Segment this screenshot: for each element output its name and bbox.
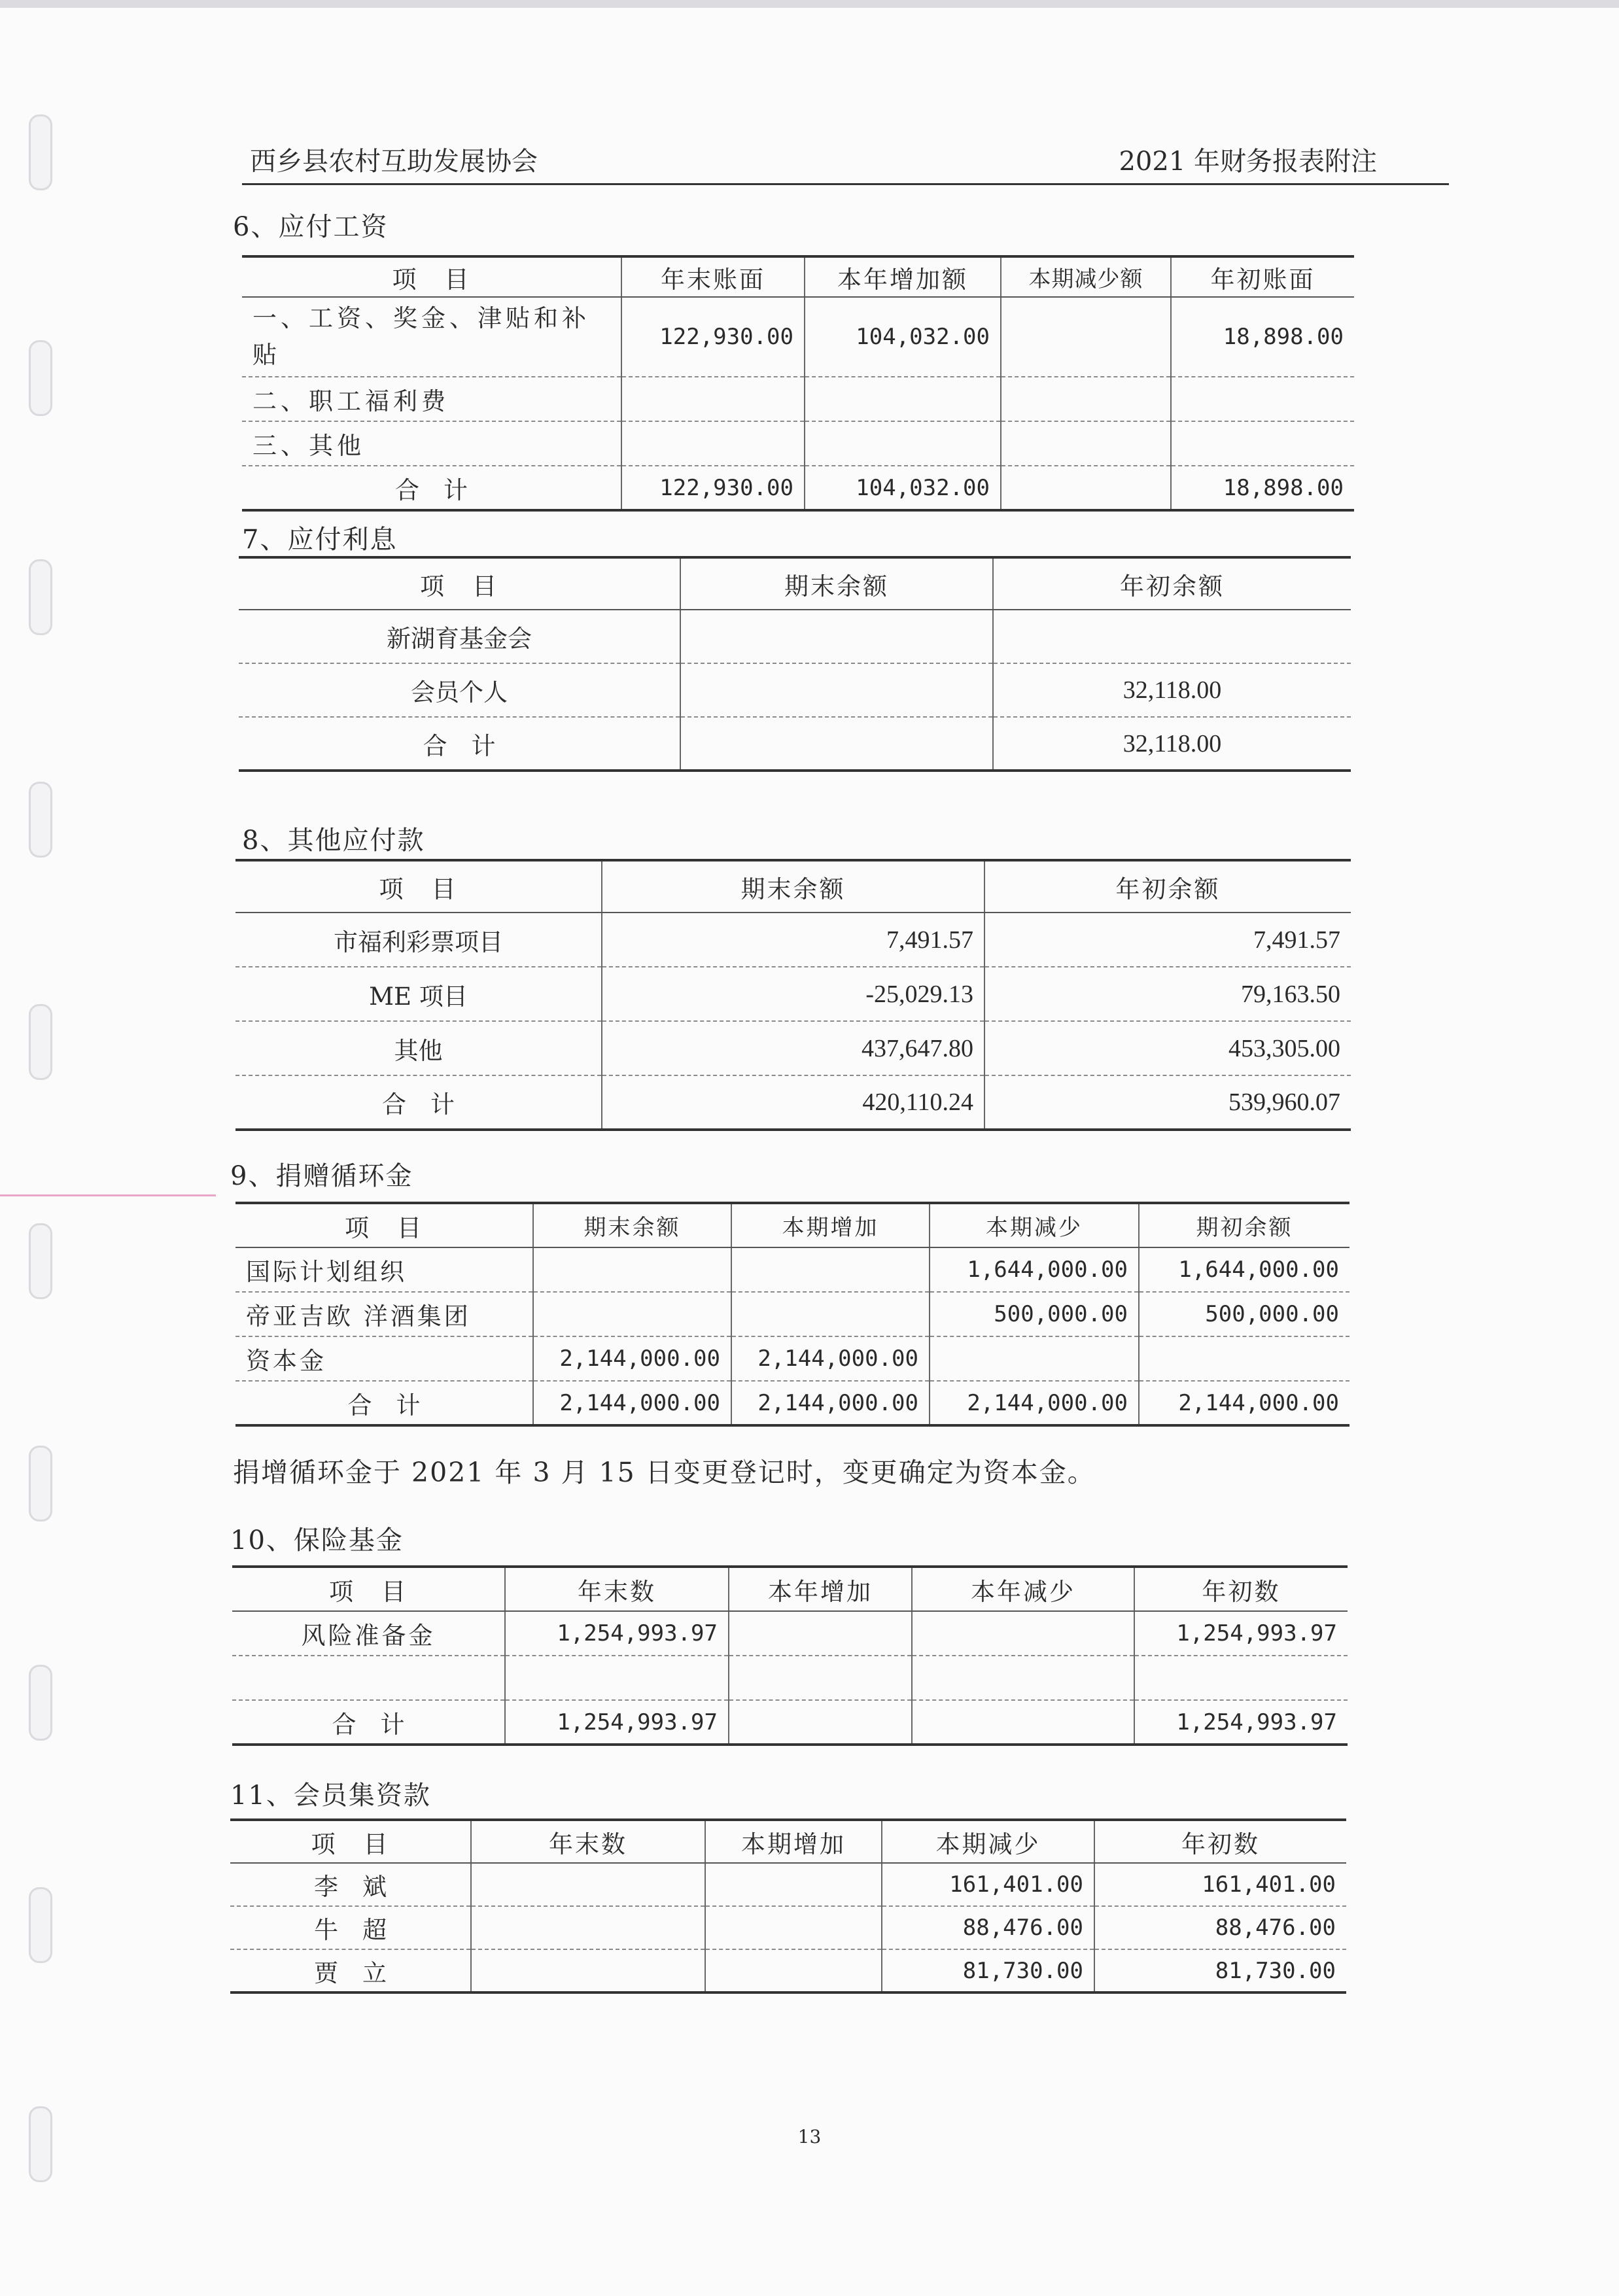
value-cell: 7,491.57	[984, 913, 1351, 967]
value-cell	[731, 1247, 930, 1292]
value-cell	[1001, 466, 1171, 510]
table-header-row	[235, 1203, 1349, 1247]
value-cell	[805, 421, 1001, 466]
organization-name: 西乡县农村互助发展协会	[250, 147, 538, 177]
value-cell: 2,144,000.00	[533, 1381, 731, 1425]
section-title-6: 6、应付工资	[233, 212, 389, 242]
column-header: 本期增加	[731, 1203, 930, 1247]
value-cell	[1139, 1336, 1349, 1381]
column-header: 期初余额	[1139, 1203, 1349, 1247]
column-header: 年初余额	[984, 860, 1351, 913]
column-header: 项 目	[235, 860, 602, 913]
table-header-row	[232, 1567, 1348, 1611]
column-header: 期末余额	[680, 557, 993, 610]
column-header: 本年减少	[912, 1567, 1134, 1611]
table-donation-revolving-fund	[235, 1202, 1349, 1427]
value-cell: 2,144,000.00	[1139, 1381, 1349, 1425]
column-header: 年末数	[471, 1820, 705, 1863]
value-cell	[729, 1611, 912, 1656]
value-cell	[731, 1292, 930, 1336]
value-cell: 500,000.00	[1139, 1292, 1349, 1336]
value-cell: 122,930.00	[621, 297, 805, 377]
value-cell: 453,305.00	[984, 1021, 1351, 1075]
value-cell	[680, 663, 993, 717]
value-cell	[621, 377, 805, 421]
total-row	[232, 1700, 1348, 1745]
table-other-payables	[235, 859, 1351, 1131]
column-header: 本期减少	[882, 1820, 1094, 1863]
value-cell: 81,730.00	[1094, 1949, 1346, 1992]
item-cell: 其他	[235, 1021, 602, 1075]
value-cell: 2,144,000.00	[731, 1336, 930, 1381]
table-member-fundraising	[230, 1818, 1346, 1994]
value-cell: 81,730.00	[882, 1949, 1094, 1992]
member-name-cell: 贾 立	[230, 1949, 471, 1992]
table-header-row	[239, 557, 1351, 610]
value-cell: 32,118.00	[993, 663, 1351, 717]
value-cell	[729, 1700, 912, 1745]
table-insurance-fund	[232, 1565, 1348, 1746]
value-cell: 161,401.00	[882, 1863, 1094, 1906]
page-number: 13	[797, 2126, 822, 2148]
value-cell	[533, 1247, 731, 1292]
section-title-8: 8、其他应付款	[242, 826, 425, 856]
column-header: 项 目	[239, 557, 680, 610]
value-cell: 2,144,000.00	[930, 1381, 1139, 1425]
binder-hole	[29, 1004, 52, 1080]
column-header: 本年增加	[729, 1567, 912, 1611]
binder-hole	[29, 782, 52, 858]
value-cell: 1,254,993.97	[505, 1700, 729, 1745]
binder-hole	[29, 114, 52, 190]
value-cell	[533, 1292, 731, 1336]
document-title: 2021 年财务报表附注	[1119, 147, 1377, 177]
member-name-cell: 李 斌	[230, 1863, 471, 1906]
item-cell: 一、工资、奖金、津贴和补贴	[242, 297, 621, 377]
table-row	[242, 297, 1354, 377]
donation-fund-note: 捐增循环金于 2021 年 3 月 15 日变更登记时，变更确定为资本金。	[233, 1457, 1096, 1488]
value-cell	[805, 377, 1001, 421]
column-header: 年初数	[1094, 1820, 1346, 1863]
value-cell	[705, 1949, 882, 1992]
value-cell: 161,401.00	[1094, 1863, 1346, 1906]
item-cell	[232, 1656, 505, 1700]
value-cell: 88,476.00	[1094, 1906, 1346, 1949]
table-row	[230, 1863, 1346, 1906]
table-row	[232, 1656, 1348, 1700]
value-cell: 2,144,000.00	[533, 1336, 731, 1381]
value-cell	[1001, 377, 1171, 421]
binder-hole	[29, 340, 52, 416]
table-row	[235, 1292, 1349, 1336]
column-header: 年初数	[1134, 1567, 1348, 1611]
value-cell	[621, 421, 805, 466]
value-cell: 1,254,993.97	[505, 1611, 729, 1656]
value-cell	[912, 1611, 1134, 1656]
item-cell: 资本金	[235, 1336, 533, 1381]
value-cell: 79,163.50	[984, 967, 1351, 1021]
value-cell	[930, 1336, 1139, 1381]
table-header-row	[230, 1820, 1346, 1863]
table-header-row	[242, 256, 1354, 297]
item-cell: 帝亚吉欧 洋酒集团	[235, 1292, 533, 1336]
item-cell: 会员个人	[239, 663, 680, 717]
value-cell: 1,254,993.97	[1134, 1700, 1348, 1745]
table-wages-payable	[242, 255, 1354, 512]
value-cell	[912, 1656, 1134, 1700]
value-cell: 18,898.00	[1171, 466, 1354, 510]
value-cell	[471, 1949, 705, 1992]
value-cell	[705, 1863, 882, 1906]
value-cell: 32,118.00	[993, 717, 1351, 771]
section-title-7: 7、应付利息	[242, 525, 398, 555]
item-cell: 市福利彩票项目	[235, 913, 602, 967]
binder-hole	[29, 1887, 52, 1963]
item-cell: 二、职工福利费	[242, 377, 621, 421]
section-title-9: 9、捐赠循环金	[230, 1161, 413, 1191]
binder-hole	[29, 559, 52, 635]
column-header: 本期减少额	[1001, 256, 1171, 297]
column-header: 本期减少	[930, 1203, 1139, 1247]
table-header-row	[235, 860, 1351, 913]
value-cell	[993, 610, 1351, 663]
item-cell: 风险准备金	[232, 1611, 505, 1656]
column-header: 本年增加额	[805, 256, 1001, 297]
value-cell: 104,032.00	[805, 466, 1001, 510]
value-cell: 437,647.80	[602, 1021, 984, 1075]
binder-hole	[29, 1665, 52, 1741]
item-cell: 三、其他	[242, 421, 621, 466]
table-row	[232, 1611, 1348, 1656]
section-title-10: 10、保险基金	[230, 1525, 404, 1556]
value-cell	[471, 1906, 705, 1949]
column-header: 项 目	[230, 1820, 471, 1863]
column-header: 项 目	[242, 256, 621, 297]
value-cell: 500,000.00	[930, 1292, 1139, 1336]
table-interest-payable	[239, 556, 1351, 772]
value-cell	[1171, 421, 1354, 466]
table-row	[239, 663, 1351, 717]
item-cell: ME 项目	[235, 967, 602, 1021]
binder-hole	[29, 1446, 52, 1522]
value-cell	[505, 1656, 729, 1700]
total-row	[242, 466, 1354, 510]
total-row	[239, 717, 1351, 771]
table-row	[235, 1021, 1351, 1075]
value-cell: 104,032.00	[805, 297, 1001, 377]
column-header: 期末余额	[533, 1203, 731, 1247]
value-cell: 539,960.07	[984, 1075, 1351, 1130]
total-label: 合 计	[235, 1075, 602, 1130]
value-cell	[729, 1656, 912, 1700]
column-header: 年末数	[505, 1567, 729, 1611]
binder-hole	[29, 1223, 52, 1299]
table-row	[239, 610, 1351, 663]
value-cell	[912, 1700, 1134, 1745]
value-cell	[680, 717, 993, 771]
page-header	[242, 143, 1449, 185]
value-cell: 1,644,000.00	[1139, 1247, 1349, 1292]
section-title-11: 11、会员集资款	[230, 1781, 431, 1811]
column-header: 本期增加	[705, 1820, 882, 1863]
table-row	[230, 1949, 1346, 1992]
value-cell	[1134, 1656, 1348, 1700]
value-cell	[680, 610, 993, 663]
column-header: 年初余额	[993, 557, 1351, 610]
table-row	[242, 377, 1354, 421]
column-header: 年初账面	[1171, 256, 1354, 297]
table-row	[235, 1336, 1349, 1381]
table-row	[235, 1247, 1349, 1292]
item-cell: 国际计划组织	[235, 1247, 533, 1292]
value-cell: 420,110.24	[602, 1075, 984, 1130]
value-cell: 7,491.57	[602, 913, 984, 967]
value-cell: -25,029.13	[602, 967, 984, 1021]
item-cell: 新湖育基金会	[239, 610, 680, 663]
total-row	[235, 1381, 1349, 1425]
value-cell: 88,476.00	[882, 1906, 1094, 1949]
value-cell: 1,254,993.97	[1134, 1611, 1348, 1656]
value-cell: 2,144,000.00	[731, 1381, 930, 1425]
table-row	[235, 967, 1351, 1021]
column-header: 年末账面	[621, 256, 805, 297]
pink-scan-mark	[0, 1194, 216, 1196]
value-cell: 18,898.00	[1171, 297, 1354, 377]
total-row	[235, 1075, 1351, 1130]
total-label: 合 计	[239, 717, 680, 771]
table-row	[235, 913, 1351, 967]
total-label: 合 计	[232, 1700, 505, 1745]
total-label: 合 计	[235, 1381, 533, 1425]
value-cell	[471, 1863, 705, 1906]
column-header: 项 目	[235, 1203, 533, 1247]
value-cell: 122,930.00	[621, 466, 805, 510]
value-cell	[1001, 421, 1171, 466]
value-cell	[705, 1906, 882, 1949]
table-row	[242, 421, 1354, 466]
column-header: 期末余额	[602, 860, 984, 913]
total-label: 合 计	[242, 466, 621, 510]
column-header: 项 目	[232, 1567, 505, 1611]
member-name-cell: 牛 超	[230, 1906, 471, 1949]
value-cell: 1,644,000.00	[930, 1247, 1139, 1292]
value-cell	[1001, 297, 1171, 377]
value-cell	[1171, 377, 1354, 421]
scan-edge	[0, 0, 1619, 8]
table-row	[230, 1906, 1346, 1949]
